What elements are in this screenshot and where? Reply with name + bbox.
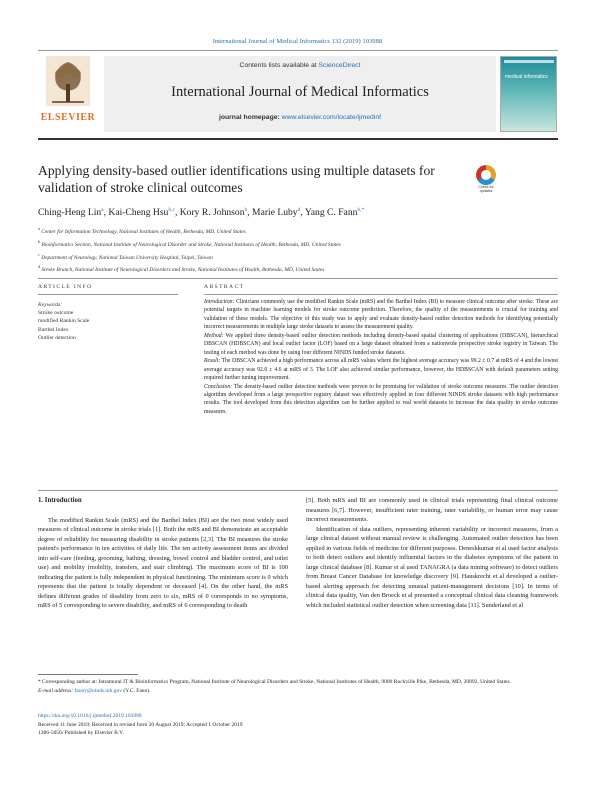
- author-list: Ching-Heng Lin$^a$, Kai-Cheng Hsu$^{b,c}$, Kory R. Johnson$^b$, Marie Luby$^d$, Yang C. Fann$^{b,*}$: [38, 207, 365, 219]
- keyword: Outlier detection: [38, 335, 76, 342]
- author-affiliation-mark[interactable]: b: [244, 207, 248, 213]
- keyword: Stroke outcome: [38, 310, 74, 316]
- homepage-line: [104, 114, 496, 121]
- abstract-section-label: Method:: [204, 332, 224, 339]
- author-affiliation-mark[interactable]: b,c: [168, 207, 175, 213]
- abstract-section-label: Introduction:: [204, 299, 235, 305]
- author-name[interactable]: Yang C. Fann: [304, 207, 358, 219]
- article-metadata: [38, 712, 558, 738]
- affiliation-item: [38, 250, 558, 263]
- section-heading: 1. Introduction: [38, 497, 82, 504]
- author-name[interactable]: Kai-Cheng Hsu: [108, 207, 169, 219]
- keywords-list: [38, 309, 178, 343]
- affiliation-item: [38, 224, 558, 237]
- email-suffix: (Y.C. Fann).: [122, 687, 151, 694]
- abstract-section-text: We applied three density-based outlier detection methods including density-based spatial clustering of applications (DBSCAN), hierarchical DBSCAN (HDBSCAN) and local outlier factor (LOF) based on a large dataset obtained from a nationwide prospective stroke registry in Taiwan. The testing of each method was done by using four different NINDS funded stroke datasets.: [204, 332, 558, 356]
- footnote-divider: [38, 674, 138, 675]
- cover-band: [504, 60, 554, 63]
- abstract-section-text: The density-based outlier detection methods were proven to be promising for validation of stroke outcome measures. The outlier detection algorithm developed from a large prospective registry dataset was effectively applied in four different NINDS stroke datasets with high performance results. The tool developed from this detection algorithm can be further applied to real world datasets to increase the data quality in stroke outcome measures.: [204, 383, 558, 415]
- article-title: Applying density-based outlier identifications using multiple datasets for validation of stroke clinical outcomes: [38, 163, 435, 195]
- elsevier-wordmark: ELSEVIER: [40, 112, 96, 123]
- homepage-link[interactable]: www.elsevier.com/locate/ijmedinf: [281, 114, 382, 121]
- affiliation-divider: [38, 278, 558, 279]
- abstract-conclusion: [204, 383, 558, 417]
- email-label: E-mail address:: [38, 687, 74, 694]
- author-affiliation-mark[interactable]: b,*: [357, 207, 365, 213]
- abstract-result: [204, 357, 558, 382]
- journal-title: International Journal of Medical Informatics: [171, 84, 429, 100]
- corresponding-author-footnote: [38, 678, 558, 695]
- abstract-body: [204, 298, 558, 416]
- article-info-divider: [38, 294, 178, 295]
- abstract-section-label: Result:: [204, 358, 221, 365]
- affiliation-list: [38, 224, 558, 275]
- affiliation-mark: d: [38, 264, 41, 270]
- journal-cover-image[interactable]: [500, 56, 557, 132]
- issn-line: 1386-5056/ Published by Elsevier B.V.: [38, 730, 124, 737]
- affiliation-text: Center for Information Technology, National Institutes of Health, Bethesda, MD, United States: [41, 228, 246, 235]
- abstract-end-divider: [38, 490, 558, 491]
- author-affiliation-mark[interactable]: d: [297, 207, 301, 213]
- article-info-heading: ARTICLE INFO: [38, 284, 93, 290]
- abstract-section-text: The DBSCAN achieved a high performance across all mRS values where the highest average accuracy was 99.2 ± 0.7 at mRS of 4 and the lowest average accuracy was 92.0 ± 4.6 at mRS of 3. The LOF also achieved similar performance, however, the HDBSCAN with default parameters setting required further tuning improvement.: [204, 358, 558, 382]
- abstract-introduction: [204, 298, 558, 332]
- footnote-address: * Corresponding author at: Intramural IT & Bioinformatics Program, National Institute of Neurological Disorders and Stroke, National Institutes of Health, 9000 Rockville Pike, Bethesda, MD, 20892, United States.: [38, 679, 511, 685]
- body-column-left: [38, 496, 288, 611]
- cover-title: medical informatics: [505, 74, 548, 80]
- affiliation-text: Stroke Branch, National Institute of Neurological Disorders and Stroke, National Institutes of Health, Bethesda, MD, United States: [41, 267, 325, 274]
- body-column-right: [306, 496, 558, 611]
- footnote-email-line: [38, 687, 558, 696]
- body-paragraph: The modified Rankin Scale (mRS) and the Barthel Index (BI) are the two most widely used measures of clinical outcome in stroke trials [1]. Both the mRS and BI demonstrate an acceptable degree of reliability for measuring disability in stroke patients [2,3]. The BI measures the stroke patient's performance in ten activities of daily life. The ten activity assessment items are divided into self-care (feeding, grooming, bathing, dressing, bowel control and bladder control, and toilet use) and mobility (mobility, transfers, and stair climbing). The maximum score of BI is 100 indicating the patient is fully independent in physical functioning. The minimum score is 0 which represents that the patient is totally dependent or deceased [4]. On the other hand, the mRS defines different grades of disability from zero to six, mRS of 0 corresponds to no symptoms, mRS of 5 corresponding to severe disability, and mRS of 6 corresponding to death: [38, 516, 288, 610]
- elsevier-tree-icon: [46, 56, 90, 106]
- abstract-heading: ABSTRACT: [204, 284, 245, 290]
- top-divider: [38, 50, 558, 51]
- author-affiliation-mark[interactable]: a: [101, 207, 104, 213]
- keywords-heading: Keywords:: [38, 302, 63, 308]
- affiliation-text: Department of Neurology, National Taiwan University Hospital, Taipei, Taiwan: [41, 254, 213, 261]
- affiliation-item: [38, 262, 558, 275]
- header-divider: [38, 138, 558, 140]
- body-paragraph: Identification of data outliers, representing inherent variability or incorrect measures, from a large clinical dataset without manual review is challenging. Automated outlier detection has been applied in various fields of medicine for different purposes. Deneshkumar et al used factor analysis to both detect outliers and identify influential factors in the diabetes symptoms of the patient in large clinical database [8]. Kumar et al used TANAGRA (a data mining software) to detect outliers from Breast Cancer Database for knowledge discovery [9]. Hauskrecht et al developed a outlier-based alerting approach for detecting unusual patient-management decisions [10]. In terms of clinical data quality, Van den Broeck et al presented a conceptual clinical data cleaning framework which included statistical outlier detection when screening data [11]. Sunderland et al: [306, 525, 558, 610]
- body-paragraph: [5]. Both mRS and BI are commonly used in clinical trials representing final clinical outcome measures [6,7]. However, insufficient rater training, rater variability, or human error may cause incorrect measurements.: [306, 497, 558, 524]
- abstract-section-label: Conclusion:: [204, 383, 233, 390]
- author-name[interactable]: Ching-Heng Lin: [38, 207, 102, 219]
- homepage-label: journal homepage:: [218, 114, 282, 121]
- abstract-divider: [204, 294, 558, 295]
- abstract-section-text: Clinicians commonly use the modified Rankin Scale (mRS) and the Barthel Index (BI) to measure clinical outcome after stroke. These are potential targets in machine learning models for stroke outcome prediction. Therefore, the quality of the measurements is crucial for training and validation of these models. The objective of this study was to apply and evaluate density-based outlier detection methods for identifying potentially incorrect measurements in multiple large stroke datasets to assess the measurement quality.: [204, 299, 558, 331]
- affiliation-text: Bioinformatics Section, National Institute of Neurological Disorder and Stroke, National Institutes of Health, Bethesda, MD, United States: [41, 241, 341, 248]
- affiliation-mark: c: [38, 251, 40, 257]
- email-link[interactable]: fanny@ninds.nih.gov: [74, 687, 123, 694]
- crossmark-center: [481, 170, 491, 180]
- keyword: Barthel Index: [38, 326, 69, 333]
- crossmark-badge[interactable]: [474, 165, 498, 195]
- contents-line: [104, 62, 496, 69]
- elsevier-logo: [38, 56, 98, 126]
- affiliation-mark: b: [38, 238, 41, 244]
- received-dates: Received 11 June 2019; Received in revised form 20 August 2019; Accepted 1 October 2019: [38, 721, 243, 728]
- crossmark-label: Check for updates: [478, 185, 494, 193]
- contents-prefix: Contents lists available at: [239, 62, 319, 69]
- author-name[interactable]: Marie Luby: [252, 207, 298, 219]
- affiliation-item: [38, 237, 558, 250]
- affiliation-mark: a: [38, 226, 40, 231]
- abstract-method: [204, 332, 558, 357]
- sciencedirect-link[interactable]: ScienceDirect: [318, 62, 361, 69]
- keyword: modified Rankin Scale: [38, 318, 90, 325]
- author-name[interactable]: Kory R. Johnson: [179, 207, 245, 219]
- doi-link[interactable]: https://doi.org/10.1016/j.ijmedinf.2019.103988: [38, 713, 142, 719]
- journal-reference[interactable]: International Journal of Medical Informatics 132 (2019) 103988: [212, 38, 383, 45]
